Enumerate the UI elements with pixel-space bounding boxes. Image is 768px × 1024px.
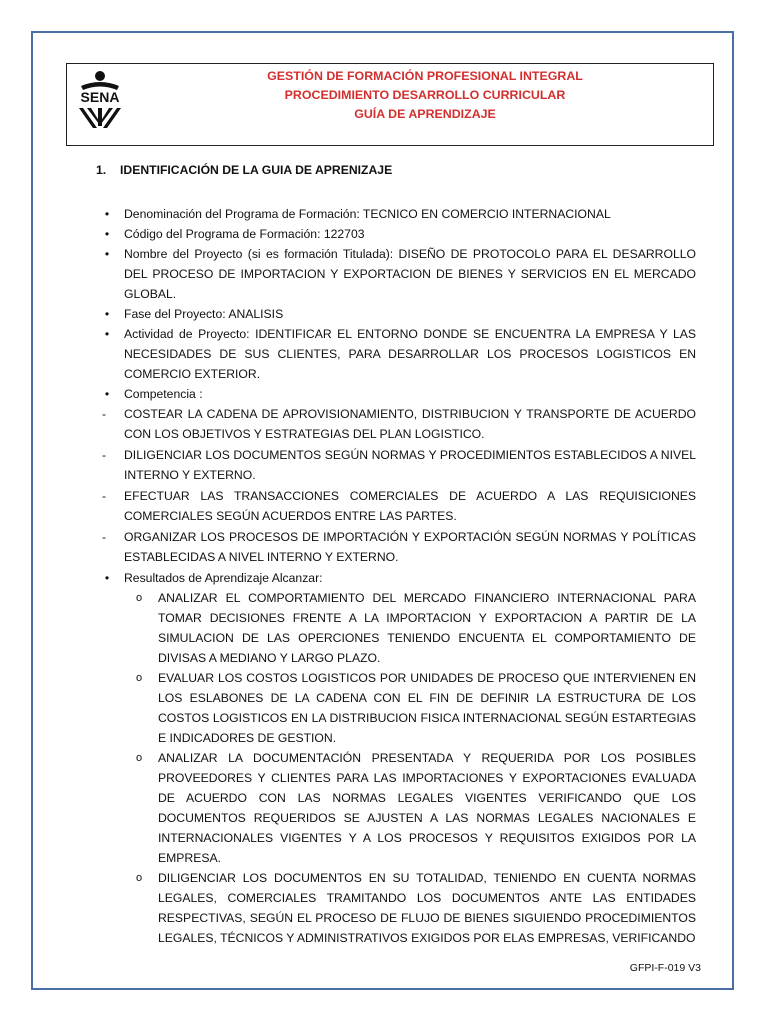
list-item-codigo: • Código del Programa de Formación: 122703 bbox=[96, 224, 696, 244]
list-item-fase: • Fase del Proyecto: ANALISIS bbox=[96, 304, 696, 324]
footer-code: GFPI-F-019 V3 bbox=[629, 962, 701, 974]
competencias-list bbox=[96, 404, 696, 567]
competencia-label: Competencia : bbox=[124, 387, 203, 401]
resultado-item: o ANALIZAR EL COMPORTAMIENTO DEL MERCADO FINANCIERO INTERNACIONAL PARA TOMAR DECISIONES FRENTE A LA IMPORTACION Y EXPORTACION A PARTIR DE LA SIMULACION DE LAS OPERCIONES TENIENDO ENCUENTA EL COMPORTAMIENTO DE DIVISAS A MEDIANO Y LARGO PLAZO. bbox=[96, 588, 696, 668]
logo-text: SENA bbox=[80, 89, 120, 105]
list-item-programa: • Denominación del Programa de Formación: TECNICO EN COMERCIO INTERNACIONAL bbox=[96, 204, 696, 224]
section-number: 1. bbox=[96, 163, 107, 177]
list-item-resultados bbox=[96, 568, 696, 948]
resultado-item: o EVALUAR LOS COSTOS LOGISTICOS POR UNIDADES DE PROCESO QUE INTERVIENEN EN LOS ESLABONES DE LA CADENA CON EL FIN DE DEFINIR LA ESTRUCTURA DE LOS COSTOS LOGISTICOS EN LA DISTRIBUCION FISICA INTERNACIONAL SEGÚN ESTARTEGIAS E INDICADORES DE GESTION. bbox=[96, 668, 696, 748]
section-heading bbox=[96, 160, 696, 180]
sena-logo bbox=[71, 68, 129, 130]
list-item-competencia bbox=[96, 384, 696, 567]
resultados-list bbox=[96, 588, 696, 948]
header-title-3: GUÍA DE APRENDIZAJE bbox=[354, 107, 496, 121]
header-title-1: GESTIÓN DE FORMACIÓN PROFESIONAL INTEGRAL bbox=[267, 69, 583, 83]
competencia-item: - COSTEAR LA CADENA DE APROVISIONAMIENTO, DISTRIBUCION Y TRANSPORTE DE ACUERDO CON LOS OBJETIVOS Y ESTRATEGIAS DEL PLAN LOGISTICO. bbox=[96, 404, 696, 444]
competencia-item: - EFECTUAR LAS TRANSACCIONES COMERCIALES DE ACUERDO A LAS REQUISICIONES COMERCIALES SEGÚN ACUERDOS ENTRE LAS PARTES. bbox=[96, 486, 696, 526]
resultado-item: o DILIGENCIAR LOS DOCUMENTOS EN SU TOTALIDAD, TENIENDO EN CUENTA NORMAS LEGALES, COMERCIALES TRAMITANDO LOS DOCUMENTOS ANTE LAS ENTIDADES RESPECTIVAS, SEGÚN EL PROCESO DE FLUJO DE BIENES SIGUIENDO PROCEDIMIENTOS LEGALES, TÉCNICOS Y ADMINISTRATIVOS EXIGIDOS POR ELAS EMPRESAS, VERIFICANDO bbox=[96, 868, 696, 948]
competencia-item: - DILIGENCIAR LOS DOCUMENTOS SEGÚN NORMAS Y PROCEDIMIENTOS ESTABLECIDOS A NIVEL INTERNO Y EXTERNO. bbox=[96, 445, 696, 485]
competencia-item: - ORGANIZAR LOS PROCESOS DE IMPORTACIÓN Y EXPORTACIÓN SEGÚN NORMAS Y POLÍTICAS ESTABLECIDAS A NIVEL INTERNO Y EXTERNO. bbox=[96, 527, 696, 567]
resultados-label: Resultados de Aprendizaje Alcanzar: bbox=[124, 571, 323, 585]
document-body bbox=[96, 160, 696, 948]
list-item-actividad: • Actividad de Proyecto: IDENTIFICAR EL ENTORNO DONDE SE ENCUENTRA LA EMPRESA Y LAS NECESIDADES DE SUS CLIENTES, PARA DESARROLLAR LOS PROCESOS LOGISTICOS EN COMERCIO EXTERIOR. bbox=[96, 324, 696, 384]
identification-list bbox=[96, 204, 696, 948]
section-title: IDENTIFICACIÓN DE LA GUIA DE APRENIZAJE bbox=[120, 163, 393, 177]
header-title-2: PROCEDIMIENTO DESARROLLO CURRICULAR bbox=[284, 88, 566, 102]
list-item-proyecto: • Nombre del Proyecto (si es formación Titulada): DISEÑO DE PROTOCOLO PARA EL DESARROLLO DEL PROCESO DE IMPORTACION Y EXPORTACION DE BIENES Y SERVICIOS EN EL MERCADO GLOBAL. bbox=[96, 244, 696, 304]
document-header bbox=[66, 63, 714, 146]
resultado-item: o ANALIZAR LA DOCUMENTACIÓN PRESENTADA Y REQUERIDA POR LOS POSIBLES PROVEEDORES Y CLIENTES PARA LAS IMPORTACIONES Y EXPORTACIONES EVALUADA DE ACUERDO CON LAS NORMAS LEGALES VIGENTES VERIFICANDO QUE LOS DOCUMENTOS REQUERIDOS SE AJUSTEN A LAS NORMAS LEGALES NACIONALES E INTERNACIONALES VIGENTES Y A LOS PROCESOS Y REQUISITOS EXIGIDOS POR LA EMPRESA. bbox=[96, 748, 696, 868]
